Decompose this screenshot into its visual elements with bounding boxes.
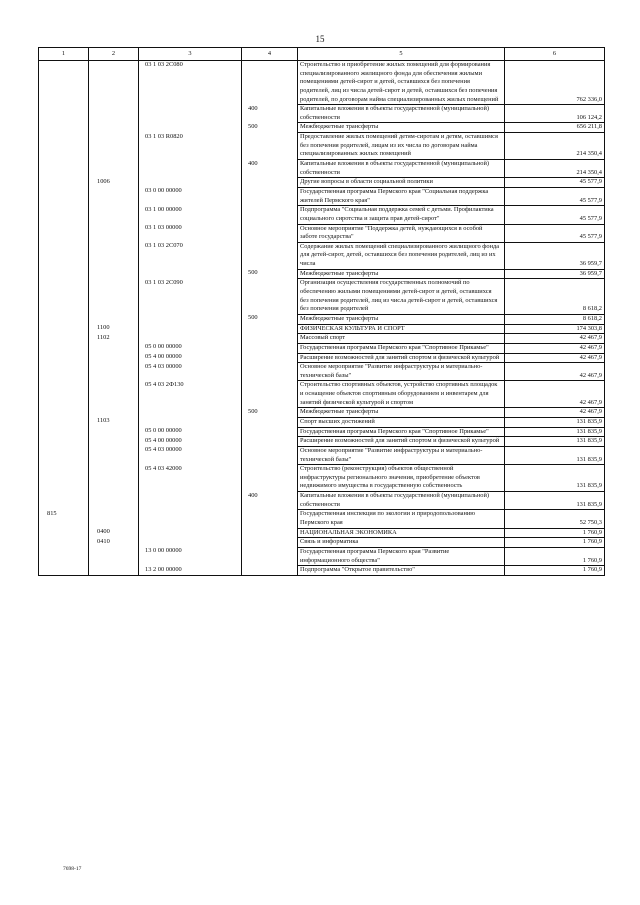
table-cell-c6: 45 577,9 — [505, 224, 605, 242]
table-cell-c1 — [39, 492, 89, 510]
table-cell-c3: 05 0 00 00000 — [139, 427, 242, 437]
table-cell-c4: 500 — [242, 269, 298, 279]
table-cell-c1: 815 — [39, 510, 89, 528]
table-cell-c4 — [242, 343, 298, 353]
table-cell-c3: 05 4 03 00000 — [139, 446, 242, 464]
table-row — [39, 427, 605, 437]
table-row — [39, 538, 605, 548]
table-cell-c6: 131 835,9 — [505, 437, 605, 447]
table-cell-c1 — [39, 381, 89, 408]
table-cell-c5: Межбюджетные трансферты — [298, 123, 505, 133]
table-cell-c2 — [89, 465, 139, 492]
table-cell-c1 — [39, 566, 89, 576]
table-cell-c4 — [242, 61, 298, 105]
table-cell-c2 — [89, 363, 139, 381]
table-cell-c2 — [89, 314, 139, 324]
table-row — [39, 334, 605, 344]
table-cell-c2 — [89, 353, 139, 363]
table-header-row — [39, 48, 605, 61]
table-cell-c4 — [242, 566, 298, 576]
column-header: 4 — [242, 48, 298, 61]
table-cell-c5: Связь и информатика — [298, 538, 505, 548]
table-cell-c3 — [139, 178, 242, 188]
table-cell-c5: Организация осуществления государственных полномочий по обеспечению жилыми помещениями детей-сирот и детей, оставшихся без попечения родителей, лиц из числа детей-сирот и детей, оставшихся без попечения родителей — [298, 279, 505, 315]
table-row — [39, 446, 605, 464]
table-cell-c6: 36 959,7 — [505, 242, 605, 269]
table-cell-c2 — [89, 105, 139, 123]
table-cell-c1 — [39, 224, 89, 242]
table-cell-c1 — [39, 353, 89, 363]
table-cell-c5: Другие вопросы в области социальной политики — [298, 178, 505, 188]
table-row — [39, 123, 605, 133]
table-cell-c4: 400 — [242, 492, 298, 510]
table-cell-c6: 131 835,9 — [505, 446, 605, 464]
table-cell-c1 — [39, 446, 89, 464]
table-cell-c3: 05 0 00 00000 — [139, 343, 242, 353]
table-cell-c3 — [139, 334, 242, 344]
table-cell-c4 — [242, 427, 298, 437]
table-row — [39, 314, 605, 324]
table-row — [39, 417, 605, 427]
table-cell-c2 — [89, 279, 139, 315]
table-cell-c6: 42 467,9 — [505, 381, 605, 408]
table-cell-c4 — [242, 510, 298, 528]
table-row — [39, 224, 605, 242]
table-cell-c5: Содержание жилых помещений специализированного жилищного фонда для детей-сирот, детей, оставшихся без попечения родителей, лиц из их числа — [298, 242, 505, 269]
table-cell-c6: 52 750,3 — [505, 510, 605, 528]
table-cell-c6: 42 467,9 — [505, 353, 605, 363]
table-row — [39, 566, 605, 576]
table-cell-c3: 05 4 03 2Ф130 — [139, 381, 242, 408]
table-cell-c4: 500 — [242, 408, 298, 418]
table-cell-c4 — [242, 363, 298, 381]
table-cell-c5: Предоставление жилых помещений детям-сиротам и детям, оставшимся без попечения родителей, лицам из их числа по договорам найма специализированных жилых помещений — [298, 133, 505, 160]
table-cell-c2: 1103 — [89, 417, 139, 427]
table-row — [39, 105, 605, 123]
table-cell-c2 — [89, 492, 139, 510]
table-cell-c3 — [139, 408, 242, 418]
table-cell-c2 — [89, 61, 139, 105]
table-cell-c1 — [39, 547, 89, 565]
table-cell-c4: 400 — [242, 160, 298, 178]
table-cell-c1 — [39, 324, 89, 334]
table-cell-c5: Государственная инспекция по экологии и природопользованию Пермского края — [298, 510, 505, 528]
table-cell-c6: 762 336,0 — [505, 61, 605, 105]
table-cell-c3 — [139, 123, 242, 133]
table-cell-c4 — [242, 178, 298, 188]
table-cell-c1 — [39, 178, 89, 188]
table-cell-c3: 03 1 03 00000 — [139, 224, 242, 242]
table-cell-c2 — [89, 437, 139, 447]
table-body — [39, 61, 605, 576]
table-cell-c1 — [39, 427, 89, 437]
table-row — [39, 269, 605, 279]
table-row — [39, 324, 605, 334]
table-cell-c6: 131 835,9 — [505, 492, 605, 510]
table-cell-c5: Государственная программа Пермского края "Социальная поддержка жителей Пермского края" — [298, 187, 505, 205]
table-cell-c2 — [89, 160, 139, 178]
table-cell-c3: 05 4 03 42000 — [139, 465, 242, 492]
table-cell-c5: НАЦИОНАЛЬНАЯ ЭКОНОМИКА — [298, 528, 505, 538]
table-cell-c4 — [242, 324, 298, 334]
table-cell-c4 — [242, 242, 298, 269]
table-cell-c6: 45 577,9 — [505, 187, 605, 205]
column-header: 5 — [298, 48, 505, 61]
table-row — [39, 492, 605, 510]
table-cell-c2 — [89, 224, 139, 242]
table-cell-c2 — [89, 446, 139, 464]
table-cell-c3 — [139, 510, 242, 528]
table-cell-c2 — [89, 381, 139, 408]
table-cell-c3 — [139, 324, 242, 334]
table-cell-c3 — [139, 269, 242, 279]
table-cell-c6: 42 467,9 — [505, 363, 605, 381]
column-header: 6 — [505, 48, 605, 61]
table-cell-c1 — [39, 187, 89, 205]
table-cell-c6: 1 760,9 — [505, 566, 605, 576]
table-cell-c4 — [242, 187, 298, 205]
table-cell-c1 — [39, 133, 89, 160]
table-cell-c3: 03 0 00 00000 — [139, 187, 242, 205]
table-row — [39, 343, 605, 353]
table-cell-c3: 03 1 03 2С080 — [139, 61, 242, 105]
table-cell-c1 — [39, 437, 89, 447]
table-cell-c5: Спорт высших достижений — [298, 417, 505, 427]
table-cell-c6: 42 467,9 — [505, 343, 605, 353]
table-cell-c1 — [39, 314, 89, 324]
table-cell-c4 — [242, 206, 298, 224]
table-cell-c5: Основное мероприятие "Развитие инфраструктуры и материально-технической базы" — [298, 363, 505, 381]
table-cell-c6: 1 760,9 — [505, 528, 605, 538]
table-cell-c6: 1 760,9 — [505, 547, 605, 565]
table-cell-c4 — [242, 547, 298, 565]
table-cell-c4 — [242, 381, 298, 408]
table-cell-c5: ФИЗИЧЕСКАЯ КУЛЬТУРА И СПОРТ — [298, 324, 505, 334]
table-cell-c4 — [242, 528, 298, 538]
table-cell-c2 — [89, 510, 139, 528]
table-cell-c4 — [242, 224, 298, 242]
table-cell-c3: 05 4 03 00000 — [139, 363, 242, 381]
table-cell-c6: 106 124,2 — [505, 105, 605, 123]
table-cell-c4: 500 — [242, 123, 298, 133]
table-row — [39, 160, 605, 178]
table-row — [39, 528, 605, 538]
table-cell-c5: Основное мероприятие "Поддержка детей, нуждающихся в особой заботе государства" — [298, 224, 505, 242]
table-cell-c3: 05 4 00 00000 — [139, 353, 242, 363]
table-cell-c6: 42 467,9 — [505, 408, 605, 418]
table-cell-c6: 214 350,4 — [505, 160, 605, 178]
table-row — [39, 381, 605, 408]
table-cell-c6: 131 835,9 — [505, 465, 605, 492]
table-cell-c2 — [89, 269, 139, 279]
table-cell-c2 — [89, 408, 139, 418]
table-cell-c2: 1006 — [89, 178, 139, 188]
table-cell-c5: Строительство (реконструкция) объектов общественной инфраструктуры регионального значения, приобретение объектов недвижимого имущества в государственную собственность — [298, 465, 505, 492]
table-cell-c2: 0400 — [89, 528, 139, 538]
table-cell-c6: 1 760,9 — [505, 538, 605, 548]
table-cell-c1 — [39, 538, 89, 548]
table-cell-c3: 03 1 03 2С070 — [139, 242, 242, 269]
table-cell-c3 — [139, 538, 242, 548]
table-cell-c2 — [89, 123, 139, 133]
table-cell-c5: Строительство и приобретение жилых помещений для формирования специализированного жилищного фонда для обеспечения жилыми помещениями детей-сирот и детей, оставшихся без попечения родителей, лиц из числа детей-сирот и детей, оставшихся без попечения родителей, по договорам найма специализированных жилых помещений — [298, 61, 505, 105]
table-cell-c2 — [89, 427, 139, 437]
table-cell-c6: 131 835,9 — [505, 427, 605, 437]
table-cell-c4 — [242, 538, 298, 548]
column-header: 2 — [89, 48, 139, 61]
table-cell-c3 — [139, 314, 242, 324]
table-cell-c1 — [39, 105, 89, 123]
table-cell-c1 — [39, 123, 89, 133]
table-cell-c2 — [89, 242, 139, 269]
table-cell-c2: 1100 — [89, 324, 139, 334]
table-cell-c5: Основное мероприятие "Развитие инфраструктуры и материально-технической базы" — [298, 446, 505, 464]
table-cell-c1 — [39, 334, 89, 344]
table-cell-c3 — [139, 417, 242, 427]
table-cell-c3: 03 1 03 2С090 — [139, 279, 242, 315]
table-cell-c1 — [39, 528, 89, 538]
table-cell-c5: Государственная программа Пермского края "Спортивное Прикамье" — [298, 343, 505, 353]
table-cell-c5: Строительство спортивных объектов, устройство спортивных площадок и оснащение объектов спортивным оборудованием и инвентарем для занятий физической культурой и спортом — [298, 381, 505, 408]
footer-code: 7698-17 — [63, 866, 82, 872]
table-row — [39, 133, 605, 160]
table-cell-c6: 45 577,9 — [505, 178, 605, 188]
table-cell-c6: 45 577,9 — [505, 206, 605, 224]
table-cell-c1 — [39, 242, 89, 269]
table-cell-c5: Расширение возможностей для занятий спортом и физической культурой — [298, 353, 505, 363]
table-cell-c1 — [39, 343, 89, 353]
table-row — [39, 178, 605, 188]
table-row — [39, 363, 605, 381]
table-cell-c1 — [39, 269, 89, 279]
table-cell-c5: Подпрограмма "Открытое правительство" — [298, 566, 505, 576]
table-cell-c6: 42 467,9 — [505, 334, 605, 344]
table-cell-c3: 13 0 00 00000 — [139, 547, 242, 565]
table-cell-c1 — [39, 160, 89, 178]
table-cell-c2 — [89, 206, 139, 224]
table-cell-c6: 131 835,9 — [505, 417, 605, 427]
table-cell-c1 — [39, 363, 89, 381]
table-cell-c6: 8 618,2 — [505, 314, 605, 324]
table-cell-c1 — [39, 465, 89, 492]
table-row — [39, 353, 605, 363]
table-cell-c2 — [89, 187, 139, 205]
table-cell-c4: 500 — [242, 314, 298, 324]
table-cell-c6: 656 211,8 — [505, 123, 605, 133]
table-cell-c1 — [39, 206, 89, 224]
table-cell-c6: 174 303,8 — [505, 324, 605, 334]
table-row — [39, 510, 605, 528]
table-cell-c1 — [39, 279, 89, 315]
table-cell-c4 — [242, 437, 298, 447]
budget-table — [38, 47, 605, 576]
table-cell-c5: Массовый спорт — [298, 334, 505, 344]
table-cell-c4 — [242, 133, 298, 160]
table-cell-c5: Расширение возможностей для занятий спортом и физической культурой — [298, 437, 505, 447]
table-cell-c6: 214 350,4 — [505, 133, 605, 160]
table-row — [39, 465, 605, 492]
table-row — [39, 61, 605, 105]
table-cell-c5: Капитальные вложения в объекты государственной (муниципальной) собственности — [298, 492, 505, 510]
table-cell-c3: 05 4 00 00000 — [139, 437, 242, 447]
table-cell-c2: 1102 — [89, 334, 139, 344]
table-cell-c1 — [39, 408, 89, 418]
table-cell-c1 — [39, 417, 89, 427]
table-cell-c5: Капитальные вложения в объекты государственной (муниципальной) собственности — [298, 160, 505, 178]
table-cell-c2 — [89, 343, 139, 353]
table-cell-c6: 36 959,7 — [505, 269, 605, 279]
table-cell-c5: Межбюджетные трансферты — [298, 314, 505, 324]
table-row — [39, 279, 605, 315]
table-cell-c2 — [89, 566, 139, 576]
table-cell-c5: Подпрограмма "Социальная поддержка семей с детьми. Профилактика социального сиротства и защита прав детей-сирот" — [298, 206, 505, 224]
table-cell-c5: Межбюджетные трансферты — [298, 269, 505, 279]
table-cell-c3 — [139, 492, 242, 510]
table-cell-c3: 03 1 00 00000 — [139, 206, 242, 224]
table-row — [39, 187, 605, 205]
table-cell-c5: Межбюджетные трансферты — [298, 408, 505, 418]
table-cell-c4 — [242, 353, 298, 363]
table-cell-c4 — [242, 446, 298, 464]
column-header: 3 — [139, 48, 242, 61]
table-cell-c4 — [242, 334, 298, 344]
table-cell-c3: 13 2 00 00000 — [139, 566, 242, 576]
table-cell-c4 — [242, 417, 298, 427]
table-row — [39, 408, 605, 418]
table-row — [39, 206, 605, 224]
page-number: 15 — [315, 34, 325, 44]
table-cell-c5: Государственная программа Пермского края "Развитие информационного общества" — [298, 547, 505, 565]
table-row — [39, 437, 605, 447]
table-cell-c2 — [89, 547, 139, 565]
table-cell-c5: Капитальные вложения в объекты государственной (муниципальной) собственности — [298, 105, 505, 123]
table-cell-c5: Государственная программа Пермского края "Спортивное Прикамье" — [298, 427, 505, 437]
table-cell-c6: 8 618,2 — [505, 279, 605, 315]
table-cell-c4 — [242, 465, 298, 492]
column-header: 1 — [39, 48, 89, 61]
table-cell-c3 — [139, 160, 242, 178]
table-cell-c4 — [242, 279, 298, 315]
table-cell-c2: 0410 — [89, 538, 139, 548]
table-cell-c3: 03 1 03 R0820 — [139, 133, 242, 160]
table-row — [39, 242, 605, 269]
table-cell-c3 — [139, 105, 242, 123]
table-cell-c4: 400 — [242, 105, 298, 123]
table-cell-c3 — [139, 528, 242, 538]
table-cell-c1 — [39, 61, 89, 105]
table-row — [39, 547, 605, 565]
table-cell-c2 — [89, 133, 139, 160]
